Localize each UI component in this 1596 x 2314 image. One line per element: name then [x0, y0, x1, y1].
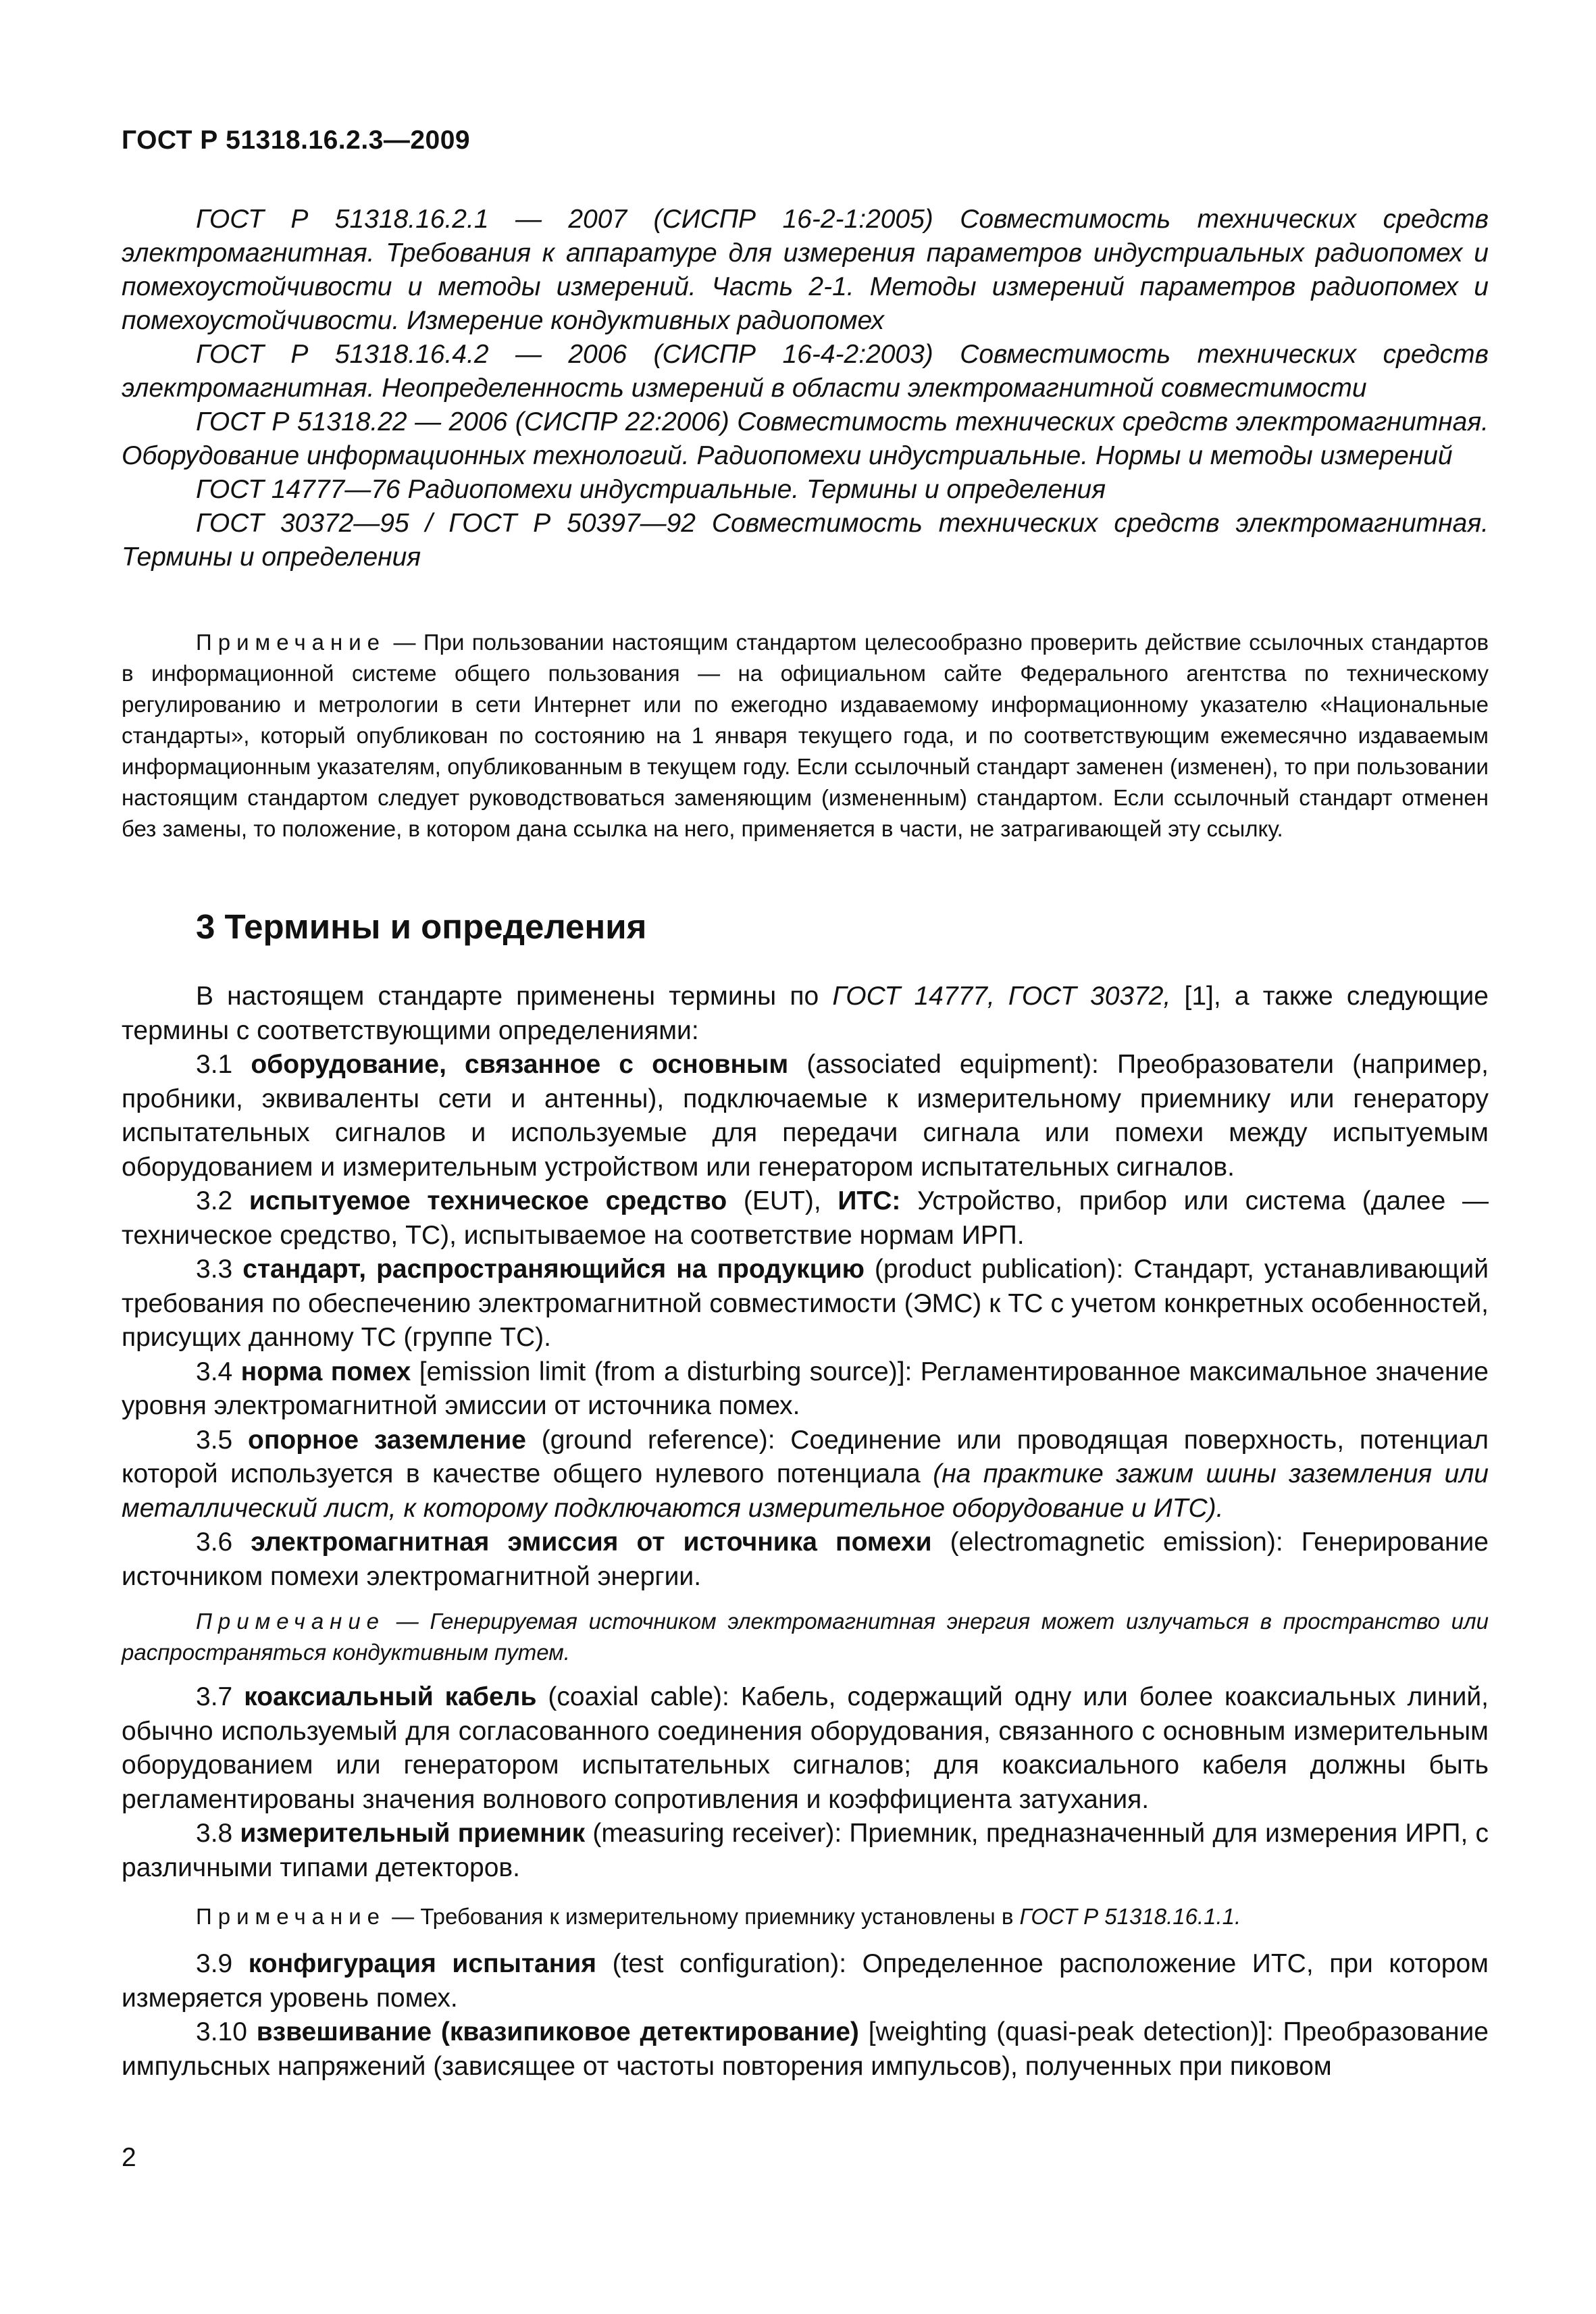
term-abbr: ИТС: [838, 1186, 901, 1215]
note-text: — При пользовании настоящим стандартом целесообразно проверить действие ссылочных стандартов в информационной системе общего пользования — на официальном сайте Федерального агентства по техническому регулированию и метрологии в сети Интернет или по ежегодно издаваемому информационному указателю «Национальные стандарты», который опубликован по состоянию на 1 января текущего года, и по соответствующим ежемесячно издаваемым информационным указателям, опубликованным в текущем году. Если ссылочный стандарт заменен (изменен), то при пользовании настоящим стандартом следует руководствоваться заменяющим (измененным) стандартом. Если ссылочный стандарт отменен без замены, то положение, в котором дана ссылка на него, применяется в части, не затрагивающей эту ссылку. [122, 630, 1489, 841]
term-3-8: 3.8 измерительный приемник (measuring receiver): Приемник, предназначенный для измерения ИРП, с различными типами детекторов. [122, 1819, 1489, 1882]
reference-item: ГОСТ 30372—95 / ГОСТ Р 50397—92 Совместимость технических средств электромагнитная. Термины и определения [122, 509, 1489, 572]
reference-item: ГОСТ Р 51318.16.4.2 — 2006 (СИСПР 16-4-2:2003) Совместимость технических средств электромагнитная. Неопределенность измерений в области электромагнитной совместимости [122, 340, 1489, 403]
term-name: коаксиальный кабель [244, 1682, 537, 1711]
term-3-6-note: Примечание — Генерируемая источником электромагнитная энергия может излучаться в пространство или распространяться кондуктивным путем. [122, 1609, 1489, 1665]
term-3-7: 3.7 коаксиальный кабель (coaxial cable): Кабель, содержащий одну или более коаксиальных линий, обычно используемый для согласованного соединения оборудования, связанного с основным измерительным оборудованием или генератором испытательных сигналов; для коаксиального кабеля должны быть регламентированы значения волнового сопротивления и коэффициента затухания. [122, 1682, 1489, 1814]
term-name: взвешивание (квазипиковое детектирование) [256, 2017, 859, 2046]
reference-item: ГОСТ 14777—76 Радиопомехи индустриальные. Термины и определения [196, 475, 1106, 504]
reference-item: ГОСТ Р 51318.16.2.1 — 2007 (СИСПР 16-2-1:2005) Совместимость технических средств электромагнитная. Требования к аппаратуре для измерения параметров индустриальных радиопомех и помехоустойчивости и методы измерений. Часть 2-1. Методы измерений параметров радиопомех и помехоустойчивости. Измерение кондуктивных радиопомех [122, 205, 1489, 335]
term-name: электромагнитная эмиссия от источника помехи [251, 1528, 932, 1557]
term-3-8-note: Примечание — Требования к измерительному приемнику установлены в ГОСТ Р 51318.16.1.1. [196, 1904, 1241, 1929]
intro-paragraph: В настоящем стандарте применены термины по ГОСТ 14777, ГОСТ 30372, [1], а также следующие термины с соответствующими определениями: [122, 982, 1489, 1045]
section-title: 3 Термины и определения [196, 907, 647, 946]
term-3-1: 3.1 оборудование, связанное с основным (associated equipment): Преобразователи (например, пробники, эквиваленты сети и антенны), подключаемые к измерительному приемнику или генератору испытательных сигналов и используемые для передачи сигнала или помехи между испытуемым оборудованием и измерительным устройством или генератором испытательных сигналов. [122, 1050, 1489, 1182]
term-name: норма помех [240, 1357, 411, 1386]
term-3-2: 3.2 испытуемое техническое средство (EUT), ИТС: Устройство, прибор или система (далее — техническое средство, ТС), испытываемое на соответствие нормам ИРП. [122, 1186, 1489, 1250]
term-3-10: 3.10 взвешивание (квазипиковое детектирование) [weighting (quasi-peak detection)]: Преобразование импульсных напряжений (зависящее от частоты повторения импульсов), полученных при пиковом [122, 2017, 1489, 2081]
terms-body [122, 980, 1489, 2084]
term-name: измерительный приемник [240, 1819, 586, 1848]
note-label: Примечание [196, 630, 386, 655]
standard-header: ГОСТ Р 51318.16.2.3—2009 [122, 126, 471, 155]
term-3-4: 3.4 норма помех [emission limit (from a disturbing source)]: Регламентированное максимальное значение уровня электромагнитной эмиссии от источника помех. [122, 1357, 1489, 1420]
term-name: оборудование, связанное с основным [251, 1050, 789, 1079]
term-3-6: 3.6 электромагнитная эмиссия от источника помехи (electromagnetic emission): Генерирование источником помехи электромагнитной энергии. [122, 1528, 1489, 1591]
reference-item: ГОСТ Р 51318.22 — 2006 (СИСПР 22:2006) Совместимость технических средств электромагнитная. Оборудование информационных технологий. Радиопомехи индустриальные. Нормы и методы измерений [122, 407, 1489, 470]
term-name: стандарт, распространяющийся на продукцию [242, 1255, 865, 1284]
term-3-5: 3.5 опорное заземление (ground reference): Соединение или проводящая поверхность, потенциал которой используется в качестве общего нулевого потенциала (на практике зажим шины заземления или металлический лист, к которому подключаются измерительное оборудование и ИТС). [122, 1425, 1489, 1523]
term-name: испытуемое техническое средство [249, 1186, 727, 1215]
references-note [122, 627, 1489, 845]
term-name: конфигурация испытания [248, 1949, 597, 1978]
term-3-3: 3.3 стандарт, распространяющийся на продукцию (product publication): Стандарт, устанавливающий требования по обеспечению электромагнитной совместимости (ЭМС) к ТС с учетом конкретных особенностей, присущих данному ТС (группе ТС). [122, 1255, 1489, 1352]
document-page [122, 0, 1489, 2314]
term-3-9: 3.9 конфигурация испытания (test configuration): Определенное расположение ИТС, при котором измеряется уровень помех. [122, 1949, 1489, 2013]
term-name: опорное заземление [248, 1425, 526, 1455]
page-number: 2 [122, 2143, 136, 2172]
references-list [122, 203, 1489, 574]
